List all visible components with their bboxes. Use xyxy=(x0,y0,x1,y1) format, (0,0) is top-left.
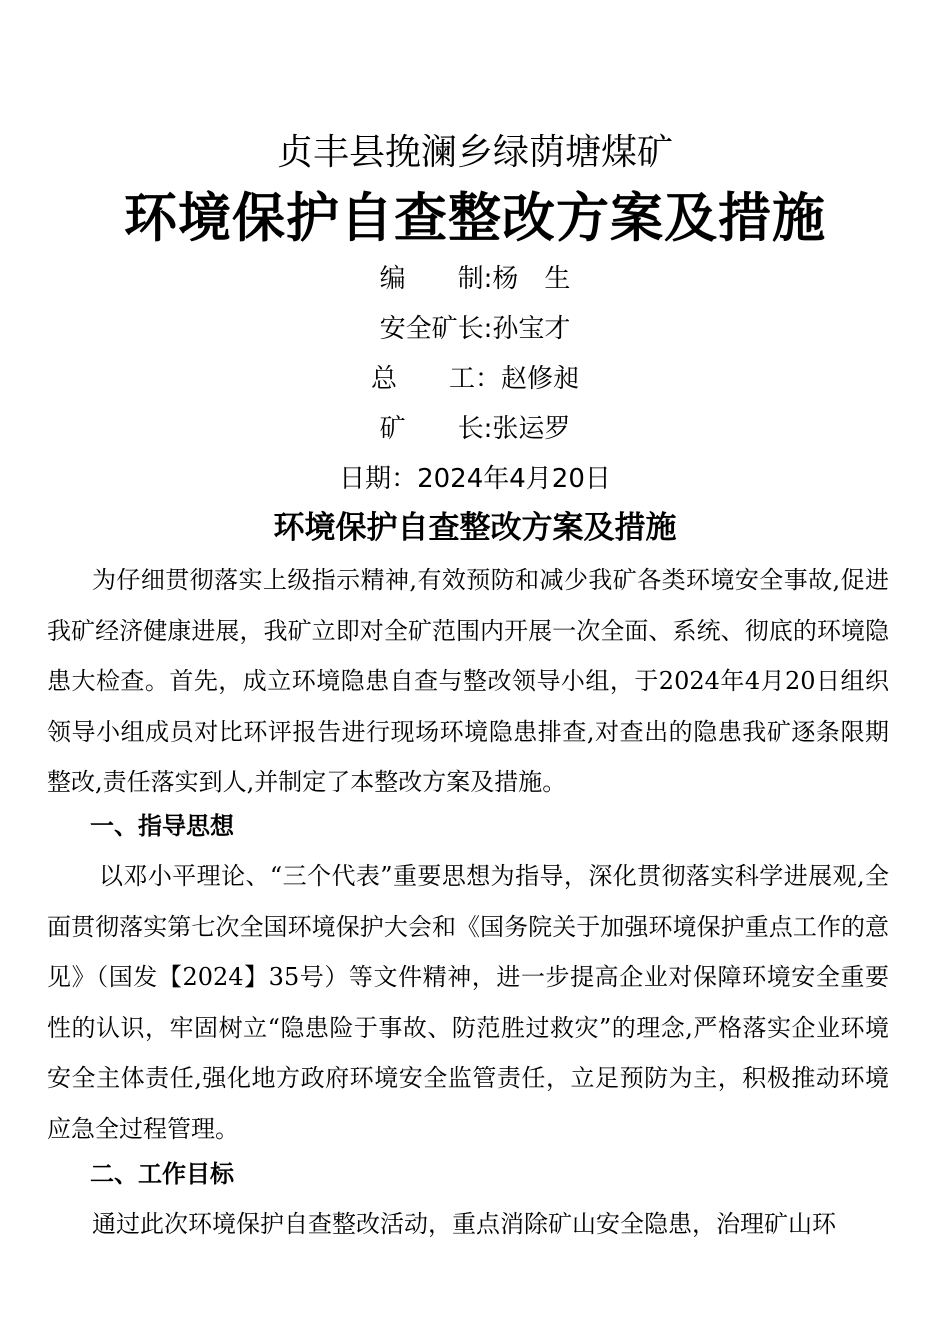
organization-name: 贞丰县挽澜乡绿荫塘煤矿 xyxy=(276,132,673,173)
credits-block xyxy=(0,254,950,504)
section-heading-guiding-ideology: 一、指导思想 xyxy=(90,812,234,840)
credit-name: 杨 生 xyxy=(492,264,571,294)
document-date: 日期：2024年4月20日 xyxy=(339,464,611,494)
credit-entry xyxy=(371,354,579,404)
credit-entry xyxy=(380,304,571,354)
credit-name: 孙宝才 xyxy=(492,314,571,344)
intro-paragraph: 为仔细贯彻落实上级指示精神,有效预防和减少我矿各类环境安全事故,促进我矿经济健康进展，我矿立即对全矿范围内开展一次全面、系统、彻底的环境隐患大检查。首先，成立环境隐患自查与整改领导小组，于2024年4月20日组织领导小组成员对比环评报告进行现场环境隐患排查,对查出的隐患我矿逐条限期整改,责任落实到人,并制定了本整改方案及措施。 xyxy=(47,566,889,796)
credit-row-mine-director xyxy=(0,404,950,454)
credit-entry xyxy=(380,404,571,454)
credit-label: 总 工： xyxy=(370,364,501,394)
credit-name: 赵修昶 xyxy=(501,364,580,394)
credit-entry xyxy=(380,254,571,304)
credit-label: 安全矿长: xyxy=(379,314,493,344)
credit-name: 张运罗 xyxy=(492,414,571,444)
main-title: 环境保护自查整改方案及措施 xyxy=(124,188,826,249)
section-title: 环境保护自查整改方案及措施 xyxy=(273,510,677,546)
credit-row-chief-engineer xyxy=(0,354,950,404)
credit-row-safety-director xyxy=(0,304,950,354)
credit-label: 矿 长: xyxy=(379,414,493,444)
work-goals-paragraph: 通过此次环境保护自查整改活动，重点消除矿山安全隐患，治理矿山环 xyxy=(92,1210,836,1238)
credit-label: 编 制: xyxy=(379,264,493,294)
guiding-ideology-paragraph: 以邓小平理论、“三个代表”重要思想为指导，深化贯彻落实科学进展观,全面贯彻落实第七次全国环境保护大会和《国务院关于加强环境保护重点工作的意见》（国发【2024】35号）等文件精神，进一步提高企业对保障环境安全重要性的认识，牢固树立“隐患险于事故、防范胜过救灾”的理念,严格落实企业环境安全主体责任,强化地方政府环境安全监管责任，立足预防为主，积极推动环境应急全过程管理。 xyxy=(47,862,889,1143)
credit-row-editor xyxy=(0,254,950,304)
section-heading-work-goals: 二、工作目标 xyxy=(90,1160,234,1188)
